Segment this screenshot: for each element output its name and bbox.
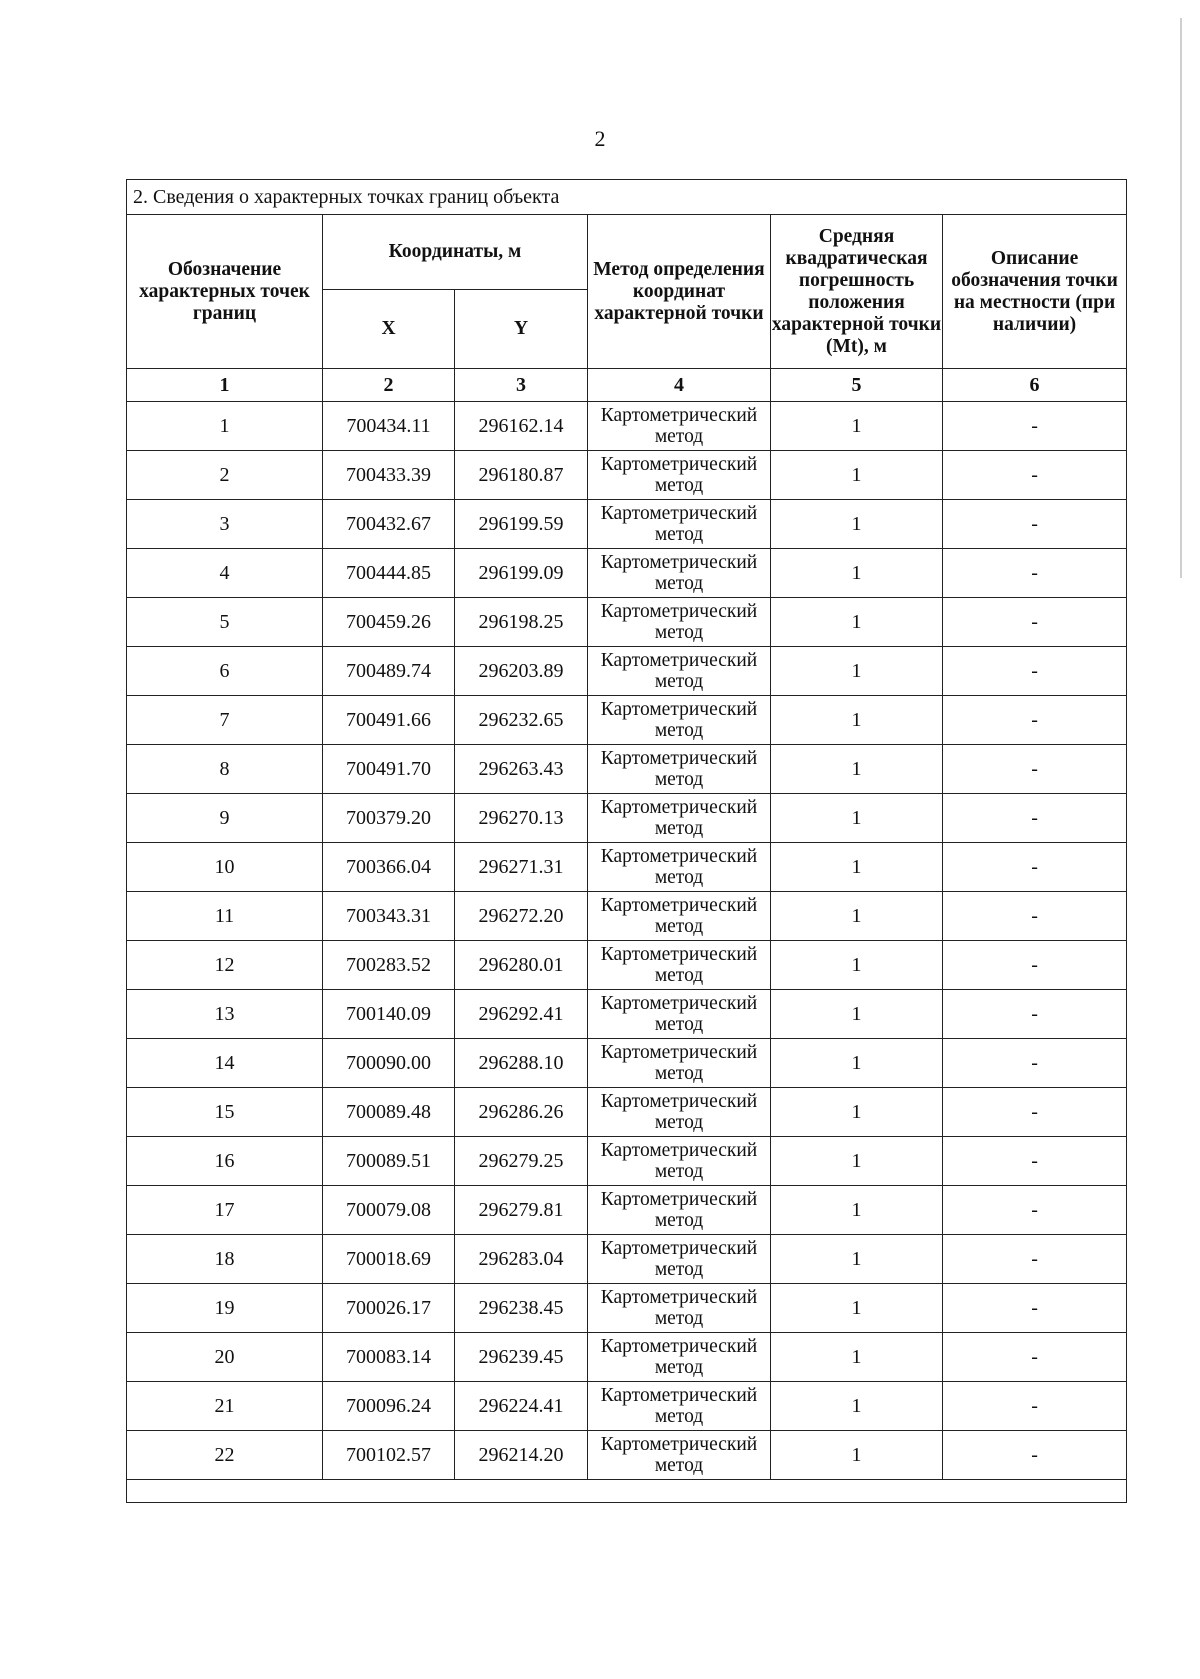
y-coordinate-cell: 296292.41 — [455, 990, 588, 1039]
y-coordinate-cell: 296239.45 — [455, 1333, 588, 1382]
column-number: 4 — [588, 369, 771, 402]
y-coordinate-cell: 296199.09 — [455, 549, 588, 598]
point-id-cell: 14 — [127, 1039, 323, 1088]
point-id-cell: 1 — [127, 402, 323, 451]
y-coordinate-cell: 296180.87 — [455, 451, 588, 500]
y-coordinate-cell: 296199.59 — [455, 500, 588, 549]
accuracy-cell: 1 — [771, 892, 943, 941]
point-id-cell: 9 — [127, 794, 323, 843]
x-coordinate-cell: 700366.04 — [323, 843, 455, 892]
table-footer-row — [127, 1480, 1127, 1503]
column-numbers-row — [127, 369, 1127, 402]
description-cell: - — [943, 451, 1127, 500]
table-row — [127, 1186, 1127, 1235]
method-cell: Картометрический метод — [588, 1137, 771, 1186]
point-id-cell: 2 — [127, 451, 323, 500]
x-coordinate-cell: 700343.31 — [323, 892, 455, 941]
x-coordinate-cell: 700444.85 — [323, 549, 455, 598]
description-cell: - — [943, 1039, 1127, 1088]
description-cell: - — [943, 990, 1127, 1039]
method-cell: Картометрический метод — [588, 1431, 771, 1480]
table-body — [127, 402, 1127, 1480]
x-coordinate-cell: 700102.57 — [323, 1431, 455, 1480]
point-id-cell: 17 — [127, 1186, 323, 1235]
accuracy-cell: 1 — [771, 941, 943, 990]
point-id-cell: 20 — [127, 1333, 323, 1382]
y-coordinate-cell: 296272.20 — [455, 892, 588, 941]
method-cell: Картометрический метод — [588, 990, 771, 1039]
x-coordinate-cell: 700283.52 — [323, 941, 455, 990]
description-cell: - — [943, 1382, 1127, 1431]
table-row — [127, 1088, 1127, 1137]
table-row — [127, 451, 1127, 500]
table-row — [127, 402, 1127, 451]
column-number: 3 — [455, 369, 588, 402]
y-coordinate-cell: 296214.20 — [455, 1431, 588, 1480]
x-coordinate-cell: 700018.69 — [323, 1235, 455, 1284]
table-row — [127, 892, 1127, 941]
description-cell: - — [943, 696, 1127, 745]
description-cell: - — [943, 647, 1127, 696]
accuracy-cell: 1 — [771, 647, 943, 696]
description-cell: - — [943, 843, 1127, 892]
table-row — [127, 990, 1127, 1039]
page-number: 2 — [594, 126, 606, 151]
y-coordinate-cell: 296271.31 — [455, 843, 588, 892]
empty-cell — [127, 1480, 1127, 1503]
point-id-cell: 5 — [127, 598, 323, 647]
accuracy-cell: 1 — [771, 1137, 943, 1186]
description-cell: - — [943, 1284, 1127, 1333]
accuracy-cell: 1 — [771, 794, 943, 843]
point-id-cell: 3 — [127, 500, 323, 549]
header-point-designation: Обозначение характерных точек границ — [127, 215, 323, 369]
description-cell: - — [943, 598, 1127, 647]
description-cell: - — [943, 402, 1127, 451]
y-coordinate-cell: 296238.45 — [455, 1284, 588, 1333]
x-coordinate-cell: 700079.08 — [323, 1186, 455, 1235]
description-cell: - — [943, 745, 1127, 794]
description-cell: - — [943, 549, 1127, 598]
y-coordinate-cell: 296232.65 — [455, 696, 588, 745]
accuracy-cell: 1 — [771, 549, 943, 598]
point-id-cell: 18 — [127, 1235, 323, 1284]
table-row — [127, 500, 1127, 549]
accuracy-cell: 1 — [771, 1284, 943, 1333]
y-coordinate-cell: 296279.25 — [455, 1137, 588, 1186]
accuracy-cell: 1 — [771, 1333, 943, 1382]
y-coordinate-cell: 296198.25 — [455, 598, 588, 647]
x-coordinate-cell: 700090.00 — [323, 1039, 455, 1088]
y-coordinate-cell: 296270.13 — [455, 794, 588, 843]
header-coordinates: Координаты, м — [323, 215, 588, 290]
boundary-points-table — [126, 179, 1127, 1503]
description-cell: - — [943, 1137, 1127, 1186]
method-cell: Картометрический метод — [588, 1235, 771, 1284]
description-cell: - — [943, 794, 1127, 843]
method-cell: Картометрический метод — [588, 1039, 771, 1088]
column-number: 6 — [943, 369, 1127, 402]
table-row — [127, 1333, 1127, 1382]
x-coordinate-cell: 700096.24 — [323, 1382, 455, 1431]
table-row — [127, 1382, 1127, 1431]
y-coordinate-cell: 296283.04 — [455, 1235, 588, 1284]
method-cell: Картометрический метод — [588, 1186, 771, 1235]
x-coordinate-cell: 700491.70 — [323, 745, 455, 794]
accuracy-cell: 1 — [771, 843, 943, 892]
point-id-cell: 21 — [127, 1382, 323, 1431]
column-number: 1 — [127, 369, 323, 402]
description-cell: - — [943, 1186, 1127, 1235]
method-cell: Картометрический метод — [588, 598, 771, 647]
point-id-cell: 6 — [127, 647, 323, 696]
method-cell: Картометрический метод — [588, 500, 771, 549]
accuracy-cell: 1 — [771, 1039, 943, 1088]
point-id-cell: 19 — [127, 1284, 323, 1333]
scan-edge-line — [1180, 18, 1182, 578]
point-id-cell: 12 — [127, 941, 323, 990]
column-number: 5 — [771, 369, 943, 402]
accuracy-cell: 1 — [771, 1088, 943, 1137]
header-description: Описание обозначения точки на местности (при наличии) — [943, 215, 1127, 369]
table-row — [127, 794, 1127, 843]
method-cell: Картометрический метод — [588, 1284, 771, 1333]
accuracy-cell: 1 — [771, 1431, 943, 1480]
method-cell: Картометрический метод — [588, 451, 771, 500]
method-cell: Картометрический метод — [588, 745, 771, 794]
accuracy-cell: 1 — [771, 598, 943, 647]
x-coordinate-cell: 700433.39 — [323, 451, 455, 500]
y-coordinate-cell: 296263.43 — [455, 745, 588, 794]
method-cell: Картометрический метод — [588, 843, 771, 892]
accuracy-cell: 1 — [771, 1382, 943, 1431]
table-row — [127, 1284, 1127, 1333]
method-cell: Картометрический метод — [588, 549, 771, 598]
method-cell: Картометрический метод — [588, 794, 771, 843]
x-coordinate-cell: 700434.11 — [323, 402, 455, 451]
y-coordinate-cell: 296279.81 — [455, 1186, 588, 1235]
table-row — [127, 647, 1127, 696]
x-coordinate-cell: 700491.66 — [323, 696, 455, 745]
table-row — [127, 549, 1127, 598]
header-accuracy: Средняя квадратическая погрешность положения характерной точки (Mt), м — [771, 215, 943, 369]
y-coordinate-cell: 296286.26 — [455, 1088, 588, 1137]
point-id-cell: 7 — [127, 696, 323, 745]
y-coordinate-cell: 296288.10 — [455, 1039, 588, 1088]
point-id-cell: 13 — [127, 990, 323, 1039]
method-cell: Картометрический метод — [588, 1382, 771, 1431]
point-id-cell: 4 — [127, 549, 323, 598]
point-id-cell: 8 — [127, 745, 323, 794]
x-coordinate-cell: 700379.20 — [323, 794, 455, 843]
method-cell: Картометрический метод — [588, 647, 771, 696]
point-id-cell: 15 — [127, 1088, 323, 1137]
point-id-cell: 22 — [127, 1431, 323, 1480]
x-coordinate-cell: 700140.09 — [323, 990, 455, 1039]
x-coordinate-cell: 700432.67 — [323, 500, 455, 549]
x-coordinate-cell: 700489.74 — [323, 647, 455, 696]
x-coordinate-cell: 700083.14 — [323, 1333, 455, 1382]
table-row — [127, 941, 1127, 990]
description-cell: - — [943, 892, 1127, 941]
method-cell: Картометрический метод — [588, 402, 771, 451]
description-cell: - — [943, 1088, 1127, 1137]
header-y: Y — [455, 290, 588, 369]
method-cell: Картометрический метод — [588, 696, 771, 745]
x-coordinate-cell: 700089.51 — [323, 1137, 455, 1186]
section-title: 2. Сведения о характерных точках границ объекта — [127, 180, 1127, 215]
x-coordinate-cell: 700459.26 — [323, 598, 455, 647]
header-x: X — [323, 290, 455, 369]
column-number: 2 — [323, 369, 455, 402]
point-id-cell: 16 — [127, 1137, 323, 1186]
accuracy-cell: 1 — [771, 402, 943, 451]
point-id-cell: 10 — [127, 843, 323, 892]
accuracy-cell: 1 — [771, 1235, 943, 1284]
table-row — [127, 745, 1127, 794]
table-row — [127, 1431, 1127, 1480]
description-cell: - — [943, 500, 1127, 549]
y-coordinate-cell: 296203.89 — [455, 647, 588, 696]
accuracy-cell: 1 — [771, 696, 943, 745]
table-row — [127, 843, 1127, 892]
accuracy-cell: 1 — [771, 451, 943, 500]
point-id-cell: 11 — [127, 892, 323, 941]
method-cell: Картометрический метод — [588, 941, 771, 990]
table-row — [127, 1039, 1127, 1088]
accuracy-cell: 1 — [771, 990, 943, 1039]
y-coordinate-cell: 296162.14 — [455, 402, 588, 451]
accuracy-cell: 1 — [771, 500, 943, 549]
y-coordinate-cell: 296280.01 — [455, 941, 588, 990]
description-cell: - — [943, 941, 1127, 990]
accuracy-cell: 1 — [771, 745, 943, 794]
method-cell: Картометрический метод — [588, 1088, 771, 1137]
description-cell: - — [943, 1333, 1127, 1382]
table-row — [127, 696, 1127, 745]
description-cell: - — [943, 1431, 1127, 1480]
table-row — [127, 1137, 1127, 1186]
method-cell: Картометрический метод — [588, 892, 771, 941]
table-row — [127, 598, 1127, 647]
header-method: Метод определения координат характерной точки — [588, 215, 771, 369]
y-coordinate-cell: 296224.41 — [455, 1382, 588, 1431]
description-cell: - — [943, 1235, 1127, 1284]
method-cell: Картометрический метод — [588, 1333, 771, 1382]
accuracy-cell: 1 — [771, 1186, 943, 1235]
x-coordinate-cell: 700026.17 — [323, 1284, 455, 1333]
table-row — [127, 1235, 1127, 1284]
x-coordinate-cell: 700089.48 — [323, 1088, 455, 1137]
